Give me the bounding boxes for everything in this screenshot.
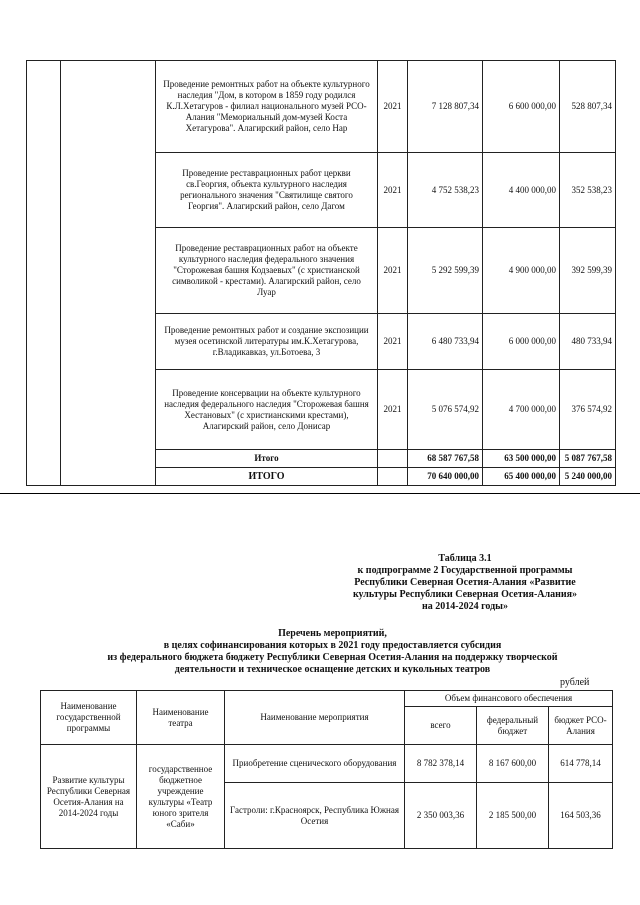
subtotal-label: Итого <box>156 450 378 468</box>
regional-cell: 392 599,39 <box>560 228 616 314</box>
total-cell: 5 076 574,92 <box>408 370 483 450</box>
blank-cell <box>378 468 408 486</box>
blank-cell <box>61 61 156 486</box>
list-heading <box>60 628 605 676</box>
header-funding: Объем финансового обеспечения <box>405 691 613 707</box>
subtotal-federal: 63 500 000,00 <box>483 450 560 468</box>
subtotal-total: 68 587 767,58 <box>408 450 483 468</box>
header-total: всего <box>405 707 477 745</box>
grand-total-federal: 65 400 000,00 <box>483 468 560 486</box>
header-federal: федеральный бюджет <box>477 707 549 745</box>
regional-cell: 528 807,34 <box>560 61 616 153</box>
header-regional: бюджет РСО-Алания <box>549 707 613 745</box>
theatre-cell: государственное бюджетное учреждение культуры «Театр юного зрителя «Саби» <box>137 745 225 849</box>
total-cell: 6 480 733,94 <box>408 314 483 370</box>
caption-line: Таблица 3.1 <box>438 553 492 564</box>
federal-cell: 6 000 000,00 <box>483 314 560 370</box>
event-cell: Приобретение сценического оборудования <box>225 745 405 783</box>
year-cell: 2021 <box>378 228 408 314</box>
header-event: Наименование мероприятия <box>225 691 405 745</box>
caption-line: на 2014-2024 годы» <box>422 601 508 612</box>
heading-line: в целях софинансирования которых в 2021 году предоставляется субсидия <box>163 640 502 651</box>
event-cell: Гастроли: г.Красноярск, Республика Южная Осетия <box>225 783 405 849</box>
subsidy-table <box>40 690 613 849</box>
table-row <box>27 61 616 153</box>
table-caption <box>330 553 600 613</box>
funding-table-continued <box>26 60 616 486</box>
federal-cell: 4 400 000,00 <box>483 153 560 228</box>
regional-cell: 376 574,92 <box>560 370 616 450</box>
program-cell: Развитие культуры Республики Северная Осетия-Алания на 2014-2024 годы <box>41 745 137 849</box>
regional-cell: 614 778,14 <box>549 745 613 783</box>
regional-cell: 480 733,94 <box>560 314 616 370</box>
currency-unit: рублей <box>560 677 590 688</box>
federal-cell: 6 600 000,00 <box>483 61 560 153</box>
event-name-cell: Проведение реставрационных работ на объекте культурного наследия федерального значения "Сторожевая башня Кодзаевых" (с христианской символикой - крестами). Алагирский район, село Луар <box>156 228 378 314</box>
blank-cell <box>27 61 61 486</box>
event-name-cell: Проведение ремонтных работ на объекте культурного наследия "Дом, в котором в 1859 году родился К.Л.Хетагуров - филиал национального музей РСО-Алания "Мемориальный дом-музей Коста Хетагурова". Алагирский район, село Нар <box>156 61 378 153</box>
total-cell: 4 752 538,23 <box>408 153 483 228</box>
header-program: Наименование государственной программы <box>41 691 137 745</box>
total-cell: 8 782 378,14 <box>405 745 477 783</box>
grand-total-regional: 5 240 000,00 <box>560 468 616 486</box>
caption-line: к подпрограмме 2 Государственной программы <box>357 565 573 576</box>
caption-line: Республики Северная Осетия-Алания «Развитие <box>354 577 576 588</box>
total-cell: 7 128 807,34 <box>408 61 483 153</box>
regional-cell: 352 538,23 <box>560 153 616 228</box>
grand-total-total: 70 640 000,00 <box>408 468 483 486</box>
heading-line: деятельности и техническое оснащение детских и кукольных театров <box>174 664 491 675</box>
regional-cell: 164 503,36 <box>549 783 613 849</box>
event-name-cell: Проведение консервации на объекте культурного наследия федерального наследия "Сторожевая башня Хестановых" (с христианскими крестами), Алагирский район, село Донисар <box>156 370 378 450</box>
event-name-cell: Проведение реставрационных работ церкви св.Георгия, объекта культурного наследия регионального значения "Святилище святого Георгия". Алагирский район, село Дагом <box>156 153 378 228</box>
header-row <box>41 691 613 707</box>
page-divider <box>0 493 640 494</box>
event-name-cell: Проведение ремонтных работ и создание экспозиции музея осетинской литературы им.К.Хетагурова, г.Владикавказ, ул.Ботоева, 3 <box>156 314 378 370</box>
blank-cell <box>378 450 408 468</box>
year-cell: 2021 <box>378 61 408 153</box>
year-cell: 2021 <box>378 314 408 370</box>
heading-line: из федерального бюджета бюджету Республики Северная Осетия-Алания на поддержку творческой <box>107 652 558 663</box>
federal-cell: 2 185 500,00 <box>477 783 549 849</box>
total-cell: 5 292 599,39 <box>408 228 483 314</box>
federal-cell: 4 700 000,00 <box>483 370 560 450</box>
federal-cell: 4 900 000,00 <box>483 228 560 314</box>
subtotal-regional: 5 087 767,58 <box>560 450 616 468</box>
heading-line: Перечень мероприятий, <box>278 628 387 639</box>
year-cell: 2021 <box>378 153 408 228</box>
caption-line: культуры Республики Северная Осетия-Алания» <box>352 589 578 600</box>
header-theatre: Наименование театра <box>137 691 225 745</box>
total-cell: 2 350 003,36 <box>405 783 477 849</box>
grand-total-label: ИТОГО <box>156 468 378 486</box>
table-row <box>41 745 613 783</box>
year-cell: 2021 <box>378 370 408 450</box>
federal-cell: 8 167 600,00 <box>477 745 549 783</box>
